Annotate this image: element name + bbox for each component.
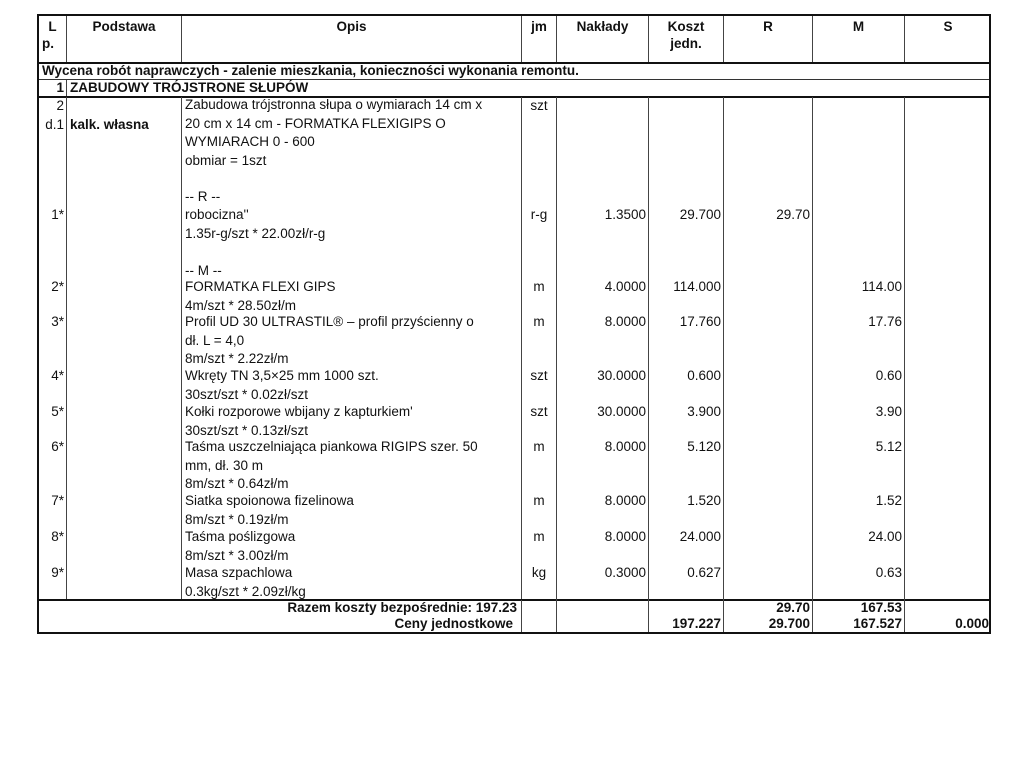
- item-quantity: 8.0000: [604, 493, 646, 508]
- item-m-value: 24.00: [868, 529, 902, 544]
- estimate-title: Wycena robót naprawczych - zalenie mieszkania, konieczności wykonania remontu.: [42, 63, 579, 78]
- summary-direct-m: 167.53: [860, 600, 902, 615]
- header-koszt-line: Koszt: [667, 19, 705, 34]
- summary-unit-koszt: 197.227: [672, 616, 721, 631]
- header-r: R: [763, 19, 773, 34]
- description-line: 4m/szt * 28.50zł/m: [185, 297, 297, 313]
- summary-unit-prices-label: Ceny jednostkowe: [394, 616, 513, 631]
- item-quantity: 0.3000: [604, 565, 646, 580]
- col-divider: [521, 600, 522, 632]
- col-divider: [648, 97, 649, 632]
- header-naklady: Nakłady: [576, 19, 629, 34]
- summary-direct-r: 29.70: [776, 600, 810, 615]
- description-line: WYMIARACH 0 - 600: [185, 134, 315, 149]
- item-number: 1*: [51, 207, 64, 222]
- item-quantity: 8.0000: [604, 314, 646, 329]
- header-podstawa: Podstawa: [92, 19, 156, 34]
- item-number: 3*: [51, 314, 64, 329]
- description-line: Kołki rozporowe wbijany z kapturkiem': [185, 404, 413, 419]
- item-description: [185, 438, 478, 494]
- description-line: 0.3kg/szt * 2.09zł/kg: [185, 583, 306, 599]
- description-line: 8m/szt * 2.22zł/m: [185, 351, 289, 366]
- item-m-value: 17.76: [868, 314, 902, 329]
- description-line: 30szt/szt * 0.02zł/szt: [185, 386, 309, 402]
- col-divider: [556, 97, 557, 632]
- col-divider: [723, 97, 724, 632]
- item-unit: szt: [530, 368, 548, 383]
- item-unit-cost: 29.700: [679, 207, 721, 222]
- item-unit: m: [533, 439, 545, 454]
- description-line: Siatka spoionowa fizelinowa: [185, 493, 354, 508]
- item-quantity: 30.0000: [597, 368, 646, 383]
- col-divider: [904, 97, 905, 632]
- item-unit: r-g: [530, 207, 548, 222]
- description-line: 8m/szt * 0.19zł/m: [185, 511, 289, 527]
- description-line: Masa szpachlowa: [185, 565, 293, 580]
- item-description: [185, 278, 336, 315]
- item-number: 2*: [51, 279, 64, 294]
- item-m-value: 0.63: [875, 565, 902, 580]
- col-divider: [66, 97, 67, 599]
- item-description: [185, 313, 474, 369]
- header-m: M: [852, 19, 865, 34]
- item-unit: szt: [530, 404, 548, 419]
- item-m-value: 114.00: [861, 279, 902, 294]
- header-lp-line: L: [48, 19, 57, 34]
- item-r-value: 29.70: [776, 207, 810, 222]
- item-m-value: 3.90: [875, 404, 902, 419]
- summary-direct-costs-label: Razem koszty bezpośrednie: 197.23: [287, 600, 517, 615]
- summary-unit-r: 29.700: [768, 616, 810, 631]
- description-line: mm, dł. 30 m: [185, 457, 264, 473]
- header-koszt-line: jedn.: [670, 36, 702, 51]
- item-unit-cost: 3.900: [687, 404, 721, 419]
- item-quantity: 1.3500: [604, 207, 646, 222]
- item-number: 6*: [51, 439, 64, 454]
- header-s: S: [943, 19, 953, 34]
- description-line: 1.35r-g/szt * 22.00zł/r-g: [185, 225, 326, 241]
- description-line: Zabudowa trójstronna słupa o wymiarach 14 cm x: [185, 97, 483, 112]
- header-lp: [39, 18, 66, 52]
- item-unit-cost: 5.120: [687, 439, 721, 454]
- description-line: robocizna'': [185, 207, 249, 222]
- header-opis: Opis: [336, 19, 367, 34]
- item-m-value: 5.12: [875, 439, 902, 454]
- item-unit: m: [533, 314, 545, 329]
- position-ref: d.1: [45, 117, 64, 132]
- description-line: FORMATKA FLEXI GIPS: [185, 279, 336, 294]
- position-number: 2: [56, 98, 64, 113]
- item-number: 8*: [51, 529, 64, 544]
- item-unit: kg: [531, 565, 547, 580]
- col-divider: [521, 97, 522, 599]
- item-number: 5*: [51, 404, 64, 419]
- description-line: Profil UD 30 ULTRASTIL® – profil przyścienny o: [185, 314, 474, 329]
- description-line: 30szt/szt * 0.13zł/szt: [185, 422, 309, 438]
- col-divider: [812, 97, 813, 632]
- item-description: [185, 528, 295, 565]
- item-quantity: 8.0000: [604, 529, 646, 544]
- item-unit-cost: 17.760: [679, 314, 721, 329]
- description-line: obmiar = 1szt: [185, 152, 267, 168]
- item-unit-cost: 114.000: [673, 279, 721, 294]
- position-basis: kalk. własna: [70, 117, 149, 132]
- description-line: dł. L = 4,0: [185, 332, 245, 348]
- item-description: [185, 367, 379, 404]
- description-line: Taśma uszczelniająca piankowa RIGIPS szer. 50: [185, 439, 478, 454]
- col-divider: [66, 80, 67, 96]
- description-line: 8m/szt * 0.64zł/m: [185, 476, 289, 491]
- item-unit-cost: 24.000: [679, 529, 721, 544]
- position-description: [185, 96, 482, 170]
- item-unit: m: [533, 279, 545, 294]
- position-unit: szt: [530, 98, 548, 113]
- item-description: [185, 564, 306, 601]
- summary-unit-s: 0.000: [955, 616, 989, 631]
- summary-unit-m: 167.527: [853, 616, 902, 631]
- item-number: 7*: [51, 493, 64, 508]
- item-number: 9*: [51, 565, 64, 580]
- header-lp-line: p.: [42, 36, 54, 51]
- description-line: 20 cm x 14 cm - FORMATKA FLEXIGIPS O: [185, 115, 446, 131]
- item-description: [185, 403, 413, 440]
- item-number: 4*: [51, 368, 64, 383]
- description-line: Wkręty TN 3,5×25 mm 1000 szt.: [185, 368, 379, 383]
- group-label-m: -- M --: [185, 263, 222, 278]
- item-quantity: 30.0000: [597, 404, 646, 419]
- group-label-r: -- R --: [185, 189, 221, 204]
- item-quantity: 4.0000: [604, 279, 646, 294]
- cost-estimate-table: [37, 14, 991, 634]
- item-m-value: 1.52: [875, 493, 902, 508]
- col-divider: [181, 97, 182, 599]
- item-description: [185, 206, 325, 243]
- description-line: 8m/szt * 3.00zł/m: [185, 547, 289, 563]
- item-m-value: 0.60: [875, 368, 902, 383]
- header-koszt: [649, 18, 723, 52]
- item-quantity: 8.0000: [604, 439, 646, 454]
- description-line: Taśma poślizgowa: [185, 529, 296, 544]
- header-jm: jm: [531, 19, 547, 34]
- item-description: [185, 492, 354, 529]
- item-unit: m: [533, 493, 545, 508]
- section-name: ZABUDOWY TRÓJSTRONE SŁUPÓW: [70, 80, 309, 95]
- item-unit-cost: 0.627: [687, 565, 721, 580]
- item-unit: m: [533, 529, 545, 544]
- section-number: 1: [56, 80, 64, 95]
- item-unit-cost: 1.520: [687, 493, 721, 508]
- item-unit-cost: 0.600: [687, 368, 721, 383]
